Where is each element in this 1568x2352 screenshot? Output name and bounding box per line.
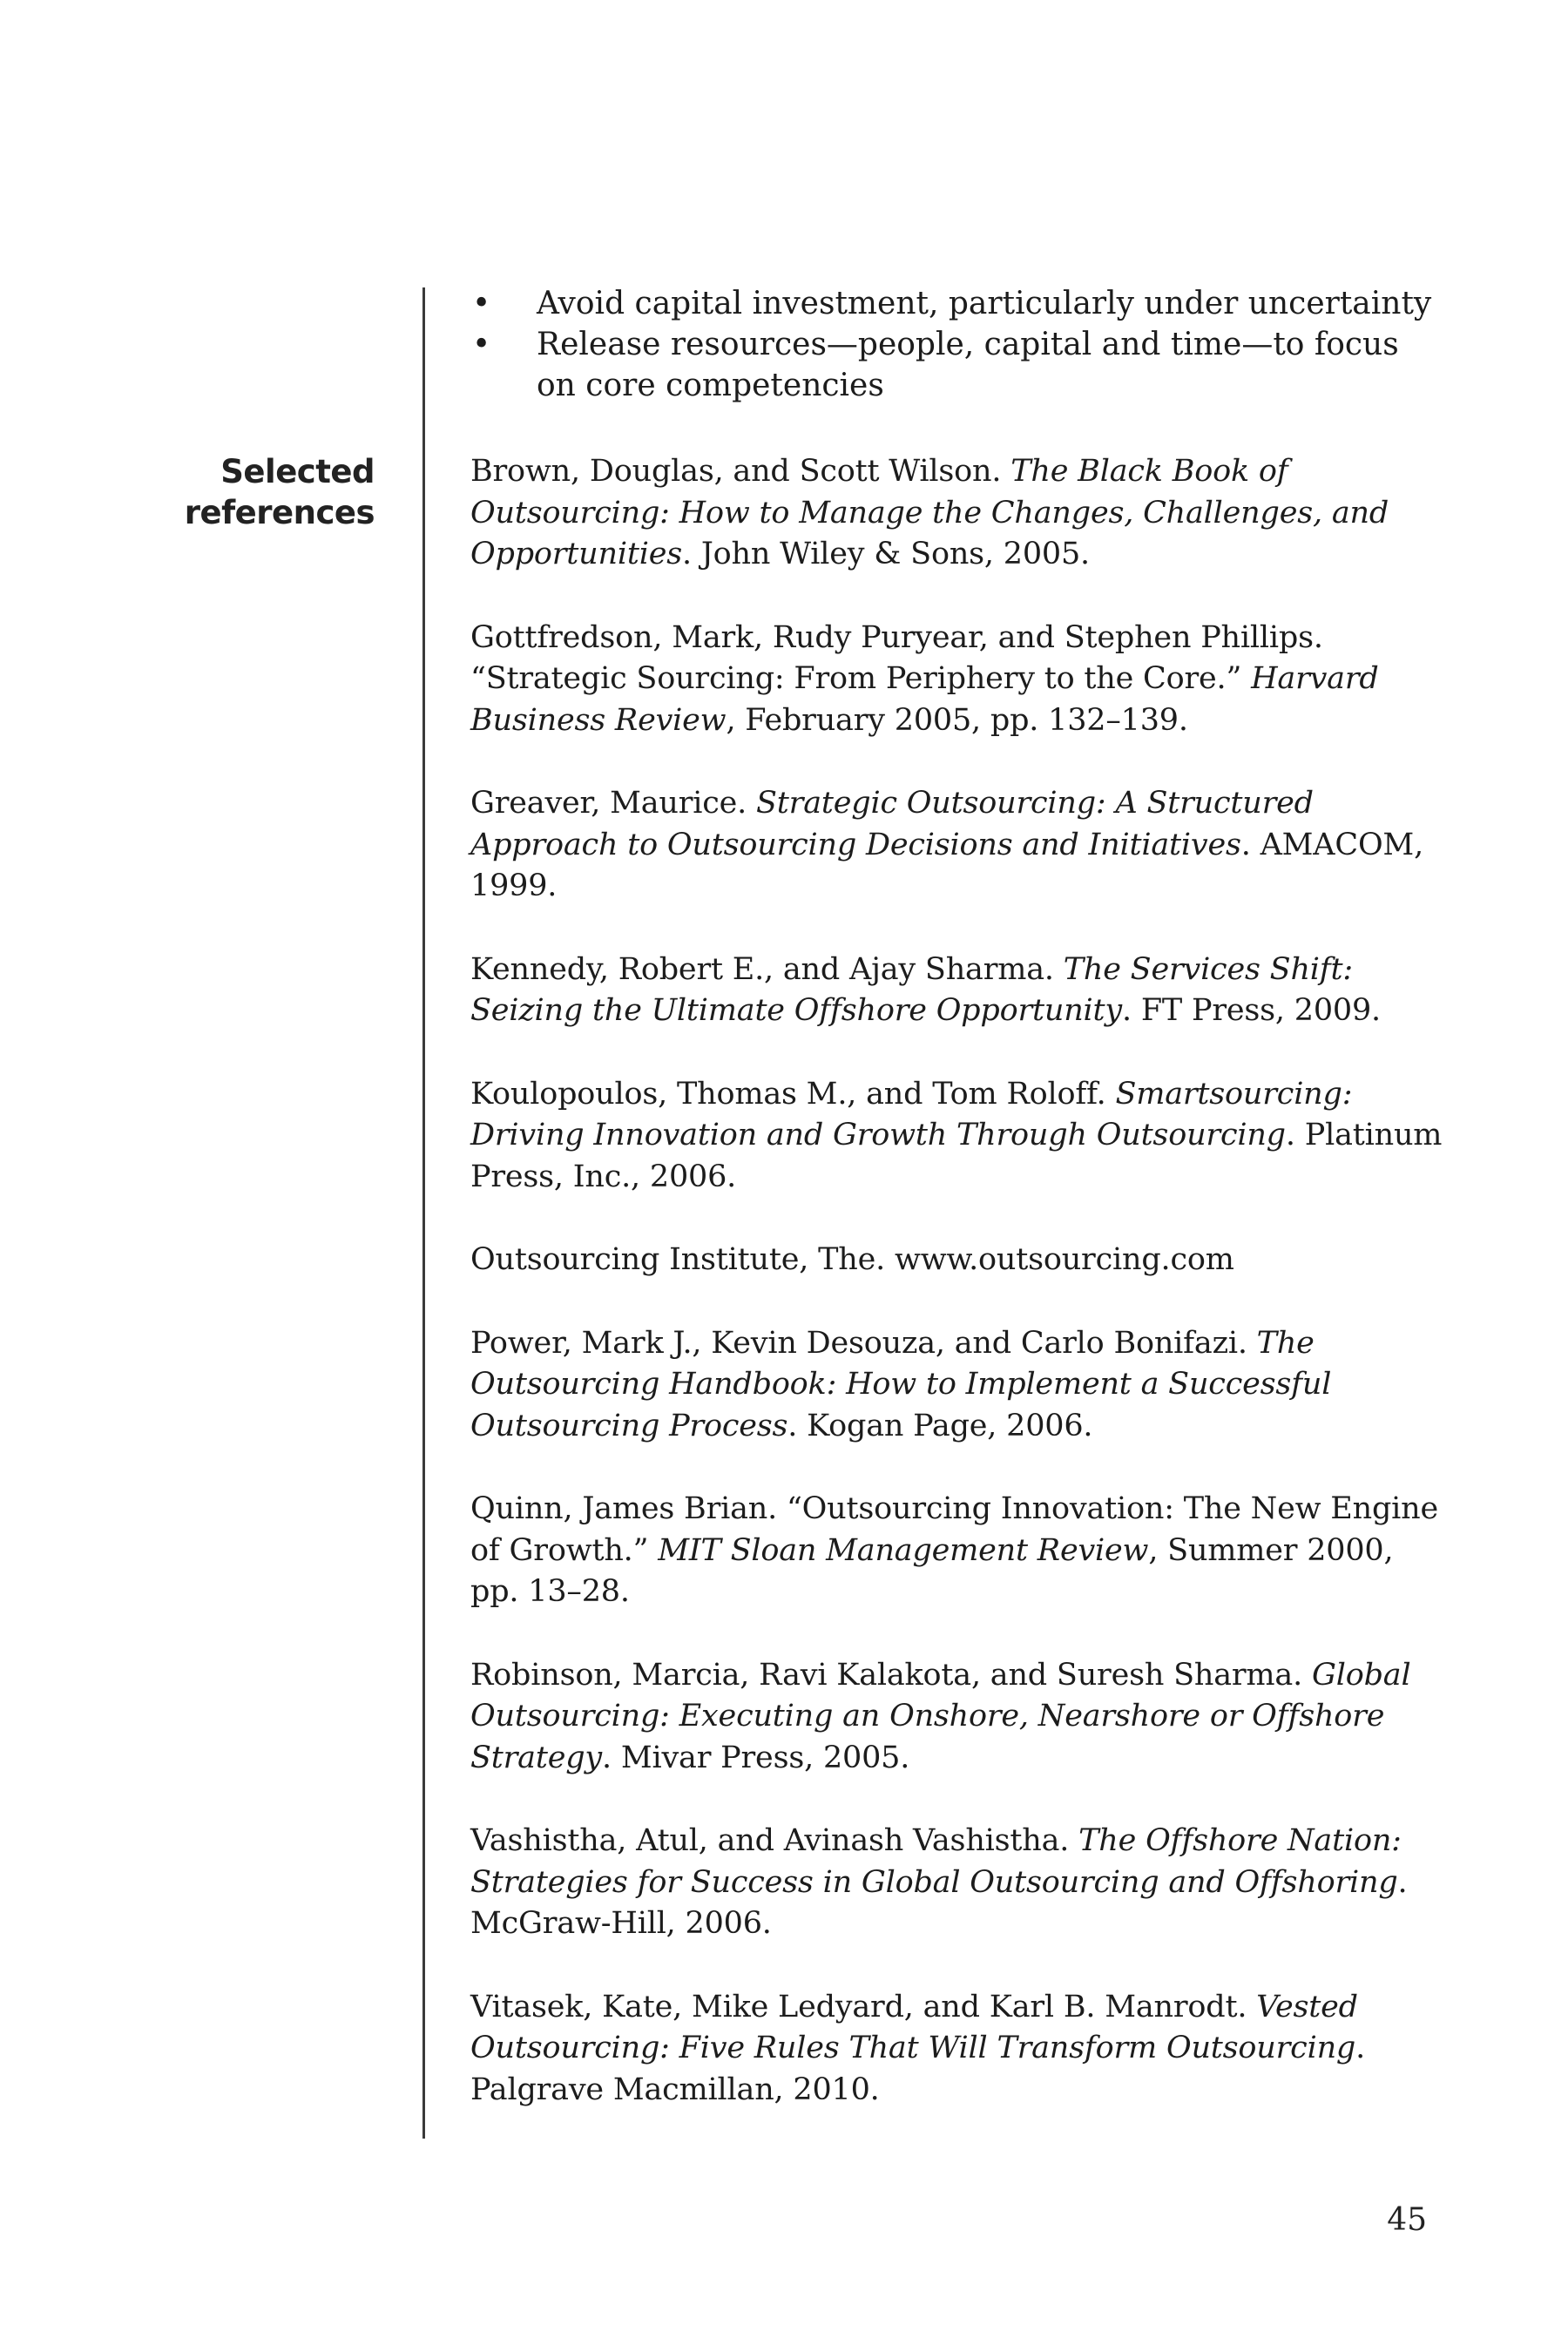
reference-text: . John Wiley & Sons, 2005.	[681, 537, 1090, 571]
reference-text: . Kogan Page, 2006.	[787, 1408, 1093, 1443]
reference-entry	[470, 1987, 1446, 2112]
reference-text: Robinson, Marcia, Ravi Kalakota, and Suresh Sharma.	[470, 1657, 1312, 1693]
reference-text: , February 2005, pp. 132–139.	[726, 702, 1188, 738]
bullet-marker: •	[472, 327, 491, 362]
page-number: 45	[1387, 2202, 1427, 2238]
reference-text: . Palgrave Macmillan, 2010.	[470, 2031, 1366, 2107]
reference-text: . McGraw-Hill, 2006.	[470, 1864, 1408, 1941]
reference-list	[470, 451, 1446, 2153]
reference-text: Outsourcing Institute, The. www.outsourcing.com	[470, 1242, 1234, 1277]
reference-title: Strategic Outsourcing: A Structured Approach to Outsourcing Decisions and Initiatives	[470, 786, 1314, 862]
bullet-item	[470, 324, 1446, 406]
reference-entry	[470, 618, 1446, 742]
reference-text: Kennedy, Robert E., and Ajay Sharma.	[470, 951, 1064, 987]
reference-entry	[470, 1821, 1446, 1945]
reference-text: . AMACOM, 1999.	[470, 827, 1423, 903]
reference-entry	[470, 783, 1446, 908]
bullet-list	[470, 283, 1446, 406]
reference-title: Smartsourcing: Driving Innovation and Growth Through Outsourcing	[470, 1076, 1353, 1152]
reference-text: Quinn, James Brian. “Outsourcing Innovation: The New Engine of Growth.”	[470, 1491, 1439, 1568]
reference-text: Gottfredson, Mark, Rudy Puryear, and Stephen Phillips. “Strategic Sourcing: From Periphery to the Core.”	[470, 619, 1323, 696]
reference-title: The Services Shift: Seizing the Ultimate Offshore Opportunity	[470, 951, 1353, 1028]
reference-title: The Outsourcing Handbook: How to Implement a Successful Outsourcing Process	[470, 1325, 1332, 1443]
reference-entry	[470, 1074, 1446, 1199]
reference-entry	[470, 950, 1446, 1032]
reference-title: Harvard Business Review	[470, 661, 1379, 738]
reference-text: . Mivar Press, 2005.	[602, 1740, 910, 1775]
reference-title: Vested Outsourcing: Five Rules That Will Transform Outsourcing	[470, 1989, 1358, 2065]
bullet-text: Avoid capital investment, particularly under uncertainty	[537, 286, 1432, 321]
reference-text: . Platinum Press, Inc., 2006.	[470, 1118, 1443, 1194]
reference-title: Global Outsourcing: Executing an Onshore, Nearshore or Offshore Strategy	[470, 1657, 1411, 1775]
reference-text: Koulopoulos, Thomas M., and Tom Roloff.	[470, 1076, 1116, 1112]
section-heading: Selected references	[184, 453, 375, 531]
bullet-item	[470, 283, 1446, 324]
reference-entry	[470, 1489, 1446, 1613]
reference-entry	[470, 1240, 1446, 1281]
reference-text: Vashistha, Atul, and Avinash Vashistha.	[470, 1823, 1079, 1858]
bullet-marker: •	[472, 286, 491, 321]
reference-text: Power, Mark J., Kevin Desouza, and Carlo Bonifazi.	[470, 1325, 1257, 1361]
reference-entry	[470, 1655, 1446, 1780]
reference-title: The Offshore Nation: Strategies for Success in Global Outsourcing and Offshoring	[470, 1823, 1402, 1900]
reference-title: MIT Sloan Management Review	[658, 1532, 1149, 1568]
reference-text: Brown, Douglas, and Scott Wilson.	[470, 454, 1011, 489]
reference-text: Greaver, Maurice.	[470, 786, 757, 821]
reference-entry	[470, 1323, 1446, 1448]
reference-entry	[470, 451, 1446, 576]
reference-text: . FT Press, 2009.	[1121, 993, 1381, 1028]
reference-text: Vitasek, Kate, Mike Ledyard, and Karl B. Manrodt.	[470, 1989, 1257, 2024]
reference-title: The Black Book of Outsourcing: How to Manage the Changes, Challenges, and Opportunities	[470, 454, 1389, 571]
reference-text: , Summer 2000, pp. 13–28.	[470, 1532, 1394, 1609]
margin-rule	[422, 287, 425, 2139]
bullet-text: Release resources—people, capital and time—to focus on core competencies	[537, 327, 1399, 403]
